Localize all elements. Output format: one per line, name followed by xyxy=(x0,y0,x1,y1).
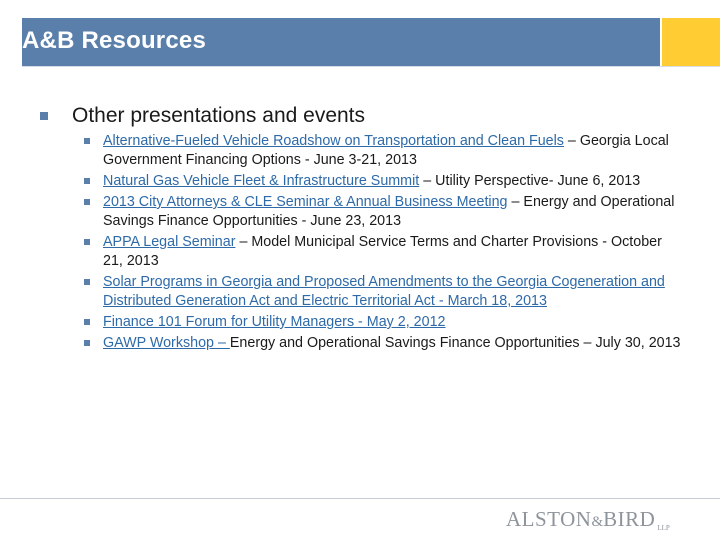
logo-llp: LLP xyxy=(657,524,670,532)
square-bullet-icon xyxy=(84,319,90,325)
square-bullet-icon xyxy=(84,340,90,346)
list-item xyxy=(84,193,684,231)
event-link[interactable]: Solar Programs in Georgia and Proposed Amendments to the Georgia Cogeneration and Distributed Generation Act and Electric Territorial Act - March 18, 2013 xyxy=(103,274,665,309)
section-heading xyxy=(40,104,365,128)
presentation-list xyxy=(84,132,684,355)
square-bullet-icon xyxy=(84,138,90,144)
event-link[interactable]: Natural Gas Vehicle Fleet & Infrastructure Summit xyxy=(103,173,420,189)
square-bullet-icon xyxy=(84,178,90,184)
event-details: – Energy and Operational Savings Finance Opportunities - June 23, 2013 xyxy=(103,194,675,229)
page-title: A&B Resources xyxy=(22,27,206,54)
firm-logo xyxy=(506,507,670,533)
event-details: Energy and Operational Savings Finance Opportunities – July 30, 2013 xyxy=(229,335,681,351)
header-accent-block xyxy=(662,18,720,66)
square-bullet-icon xyxy=(84,199,90,205)
event-details: – Utility Perspective- June 6, 2013 xyxy=(419,173,641,189)
event-link[interactable]: GAWP Workshop – xyxy=(103,335,230,351)
section-heading-text: Other presentations and events xyxy=(72,104,366,127)
header-divider xyxy=(22,66,720,67)
list-item xyxy=(84,313,684,332)
list-item xyxy=(84,132,684,170)
footer-divider xyxy=(0,498,720,499)
logo-alston: ALSTON xyxy=(506,507,592,531)
square-bullet-icon xyxy=(84,279,90,285)
event-details: – Model Municipal Service Terms and Charter Provisions - October 21, 2013 xyxy=(103,234,662,269)
list-item xyxy=(84,273,684,311)
list-item xyxy=(84,334,684,353)
event-link[interactable]: APPA Legal Seminar xyxy=(103,234,236,250)
square-bullet-icon xyxy=(40,112,48,120)
event-details: – Georgia Local Government Financing Options - June 3-21, 2013 xyxy=(103,133,669,168)
list-item xyxy=(84,172,684,191)
event-link[interactable]: 2013 City Attorneys & CLE Seminar & Annual Business Meeting xyxy=(103,194,508,210)
list-item xyxy=(84,233,684,271)
event-link[interactable]: Alternative-Fueled Vehicle Roadshow on Transportation and Clean Fuels xyxy=(103,133,564,149)
logo-ampersand: & xyxy=(591,514,604,530)
logo-bird: BIRD xyxy=(603,507,656,531)
square-bullet-icon xyxy=(84,239,90,245)
event-link[interactable]: Finance 101 Forum for Utility Managers - May 2, 2012 xyxy=(103,314,446,330)
